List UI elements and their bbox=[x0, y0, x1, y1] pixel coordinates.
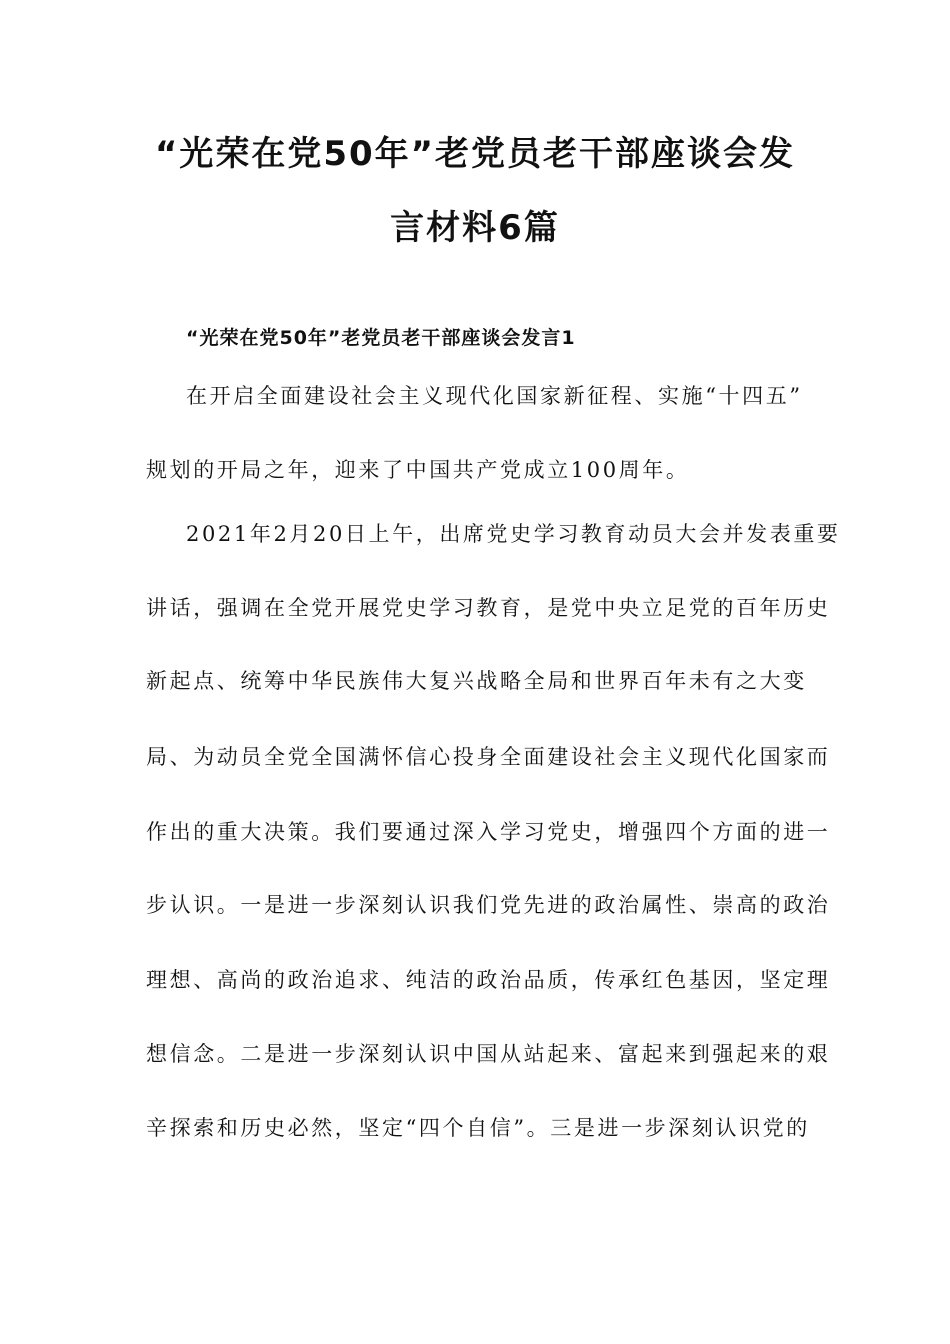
paragraph-line: 新起点、统筹中华民族伟大复兴战略全局和世界百年未有之大变 bbox=[146, 669, 807, 693]
paragraph-line: 理想、高尚的政治追求、纯洁的政治品质，传承红色基因，坚定理 bbox=[146, 968, 831, 992]
document-title-line-2: 言材料6篇 bbox=[390, 208, 560, 248]
section-heading: “光荣在党50年”老党员老干部座谈会发言1 bbox=[186, 327, 576, 349]
paragraph-line: 规划的开局之年，迎来了中国共产党成立100周年。 bbox=[146, 458, 690, 482]
paragraph-line: 2021年2月20日上午，出席党史学习教育动员大会并发表重要 bbox=[186, 522, 841, 546]
paragraph-line: 步认识。一是进一步深刻认识我们党先进的政治属性、崇高的政治 bbox=[146, 893, 831, 917]
paragraph-line: 作出的重大决策。我们要通过深入学习党史，增强四个方面的进一 bbox=[146, 820, 831, 844]
paragraph-line: 想信念。二是进一步深刻认识中国从站起来、富起来到强起来的艰 bbox=[146, 1042, 831, 1066]
paragraph-line: 辛探索和历史必然，坚定“四个自信”。三是进一步深刻认识党的 bbox=[146, 1116, 810, 1140]
document-title-line-1: “光荣在党50年”老党员老干部座谈会发 bbox=[154, 134, 795, 174]
paragraph-line: 讲话，强调在全党开展党史学习教育，是党中央立足党的百年历史 bbox=[146, 596, 831, 620]
paragraph-line: 局、为动员全党全国满怀信心投身全面建设社会主义现代化国家而 bbox=[146, 745, 831, 769]
paragraph-line: 在开启全面建设社会主义现代化国家新征程、实施“十四五” bbox=[186, 384, 803, 408]
